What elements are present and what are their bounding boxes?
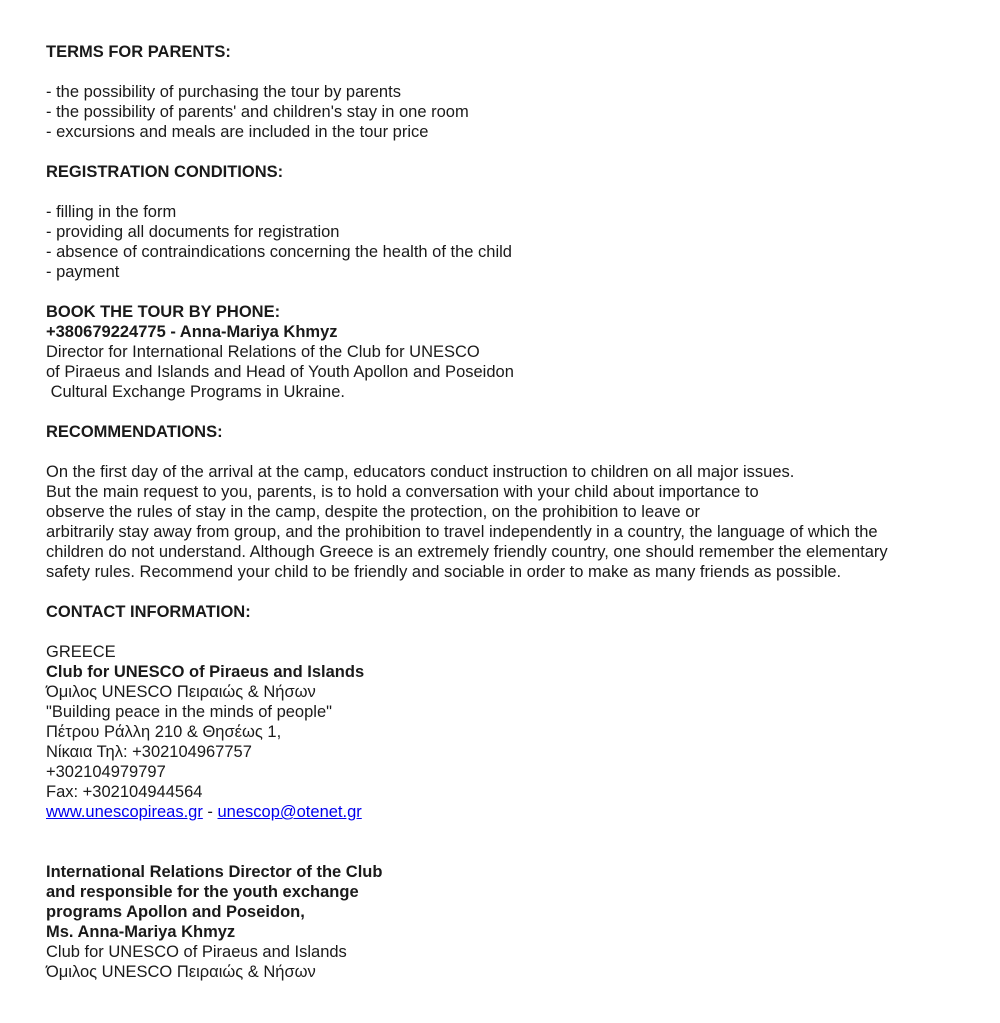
contact-line: +302104979797 <box>46 763 166 781</box>
registration-item: - payment <box>46 263 120 281</box>
booking-heading: BOOK THE TOUR BY PHONE: <box>46 303 281 321</box>
registration-item: - absence of contraindications concerning the health of the child <box>46 243 512 261</box>
parents-heading: TERMS FOR PARENTS: <box>46 43 231 61</box>
registration-item: - filling in the form <box>46 203 177 221</box>
booking-line: Cultural Exchange Programs in Ukraine. <box>46 383 345 401</box>
contact-line: "Building peace in the minds of people" <box>46 703 332 721</box>
director-name: Ms. Anna-Mariya Khmyz <box>46 923 236 941</box>
recommendations-line: But the main request to you, parents, is to hold a conversation with your child about importance to <box>46 483 759 501</box>
link-separator: - <box>202 803 218 821</box>
parents-item: - excursions and meals are included in the tour price <box>46 123 429 141</box>
recommendations-line: safety rules. Recommend your child to be friendly and sociable in order to make as many friends as possible. <box>46 563 842 581</box>
contact-country: GREECE <box>46 643 116 661</box>
contact-line: Νίκαια Τηλ: +302104967757 <box>46 743 252 761</box>
contact-line: Fax: +302104944564 <box>46 783 203 801</box>
contact-line: Πέτρου Ράλλη 210 & Θησέως 1, <box>46 723 282 741</box>
booking-phone-contact: +380679224775 - Anna-Mariya Khmyz <box>46 323 338 341</box>
director-title-line: programs Apollon and Poseidon, <box>46 903 305 921</box>
website-link[interactable]: www.unescopireas.gr <box>46 803 203 821</box>
contact-heading: CONTACT INFORMATION: <box>46 603 251 621</box>
recommendations-line: children do not understand. Although Greece is an extremely friendly country, one should remember the elementary <box>46 543 888 561</box>
recommendations-line: arbitrarily stay away from group, and the prohibition to travel independently in a country, the language of which the <box>46 523 878 541</box>
booking-line: of Piraeus and Islands and Head of Youth Apollon and Poseidon <box>46 363 514 381</box>
parents-item: - the possibility of purchasing the tour by parents <box>46 83 401 101</box>
contact-club-name: Club for UNESCO of Piraeus and Islands <box>46 663 365 681</box>
recommendations-line: On the first day of the arrival at the camp, educators conduct instruction to children on all major issues. <box>46 463 795 481</box>
contact-line: Όμιλος UNESCO Πειραιώς & Νήσων <box>46 683 316 701</box>
contact-links-row <box>46 802 986 822</box>
recommendations-heading: RECOMMENDATIONS: <box>46 423 223 441</box>
director-line: Club for UNESCO of Piraeus and Islands <box>46 943 347 961</box>
email-link[interactable]: unescop@otenet.gr <box>217 803 362 821</box>
director-title-line: International Relations Director of the Club <box>46 863 383 881</box>
recommendations-line: observe the rules of stay in the camp, despite the protection, on the prohibition to leave or <box>46 503 700 521</box>
registration-heading: REGISTRATION CONDITIONS: <box>46 163 284 181</box>
registration-item: - providing all documents for registration <box>46 223 340 241</box>
director-line: Όμιλος UNESCO Πειραιώς & Νήσων <box>46 963 316 981</box>
booking-line: Director for International Relations of the Club for UNESCO <box>46 343 480 361</box>
director-title-line: and responsible for the youth exchange <box>46 883 359 901</box>
parents-item: - the possibility of parents' and children's stay in one room <box>46 103 469 121</box>
